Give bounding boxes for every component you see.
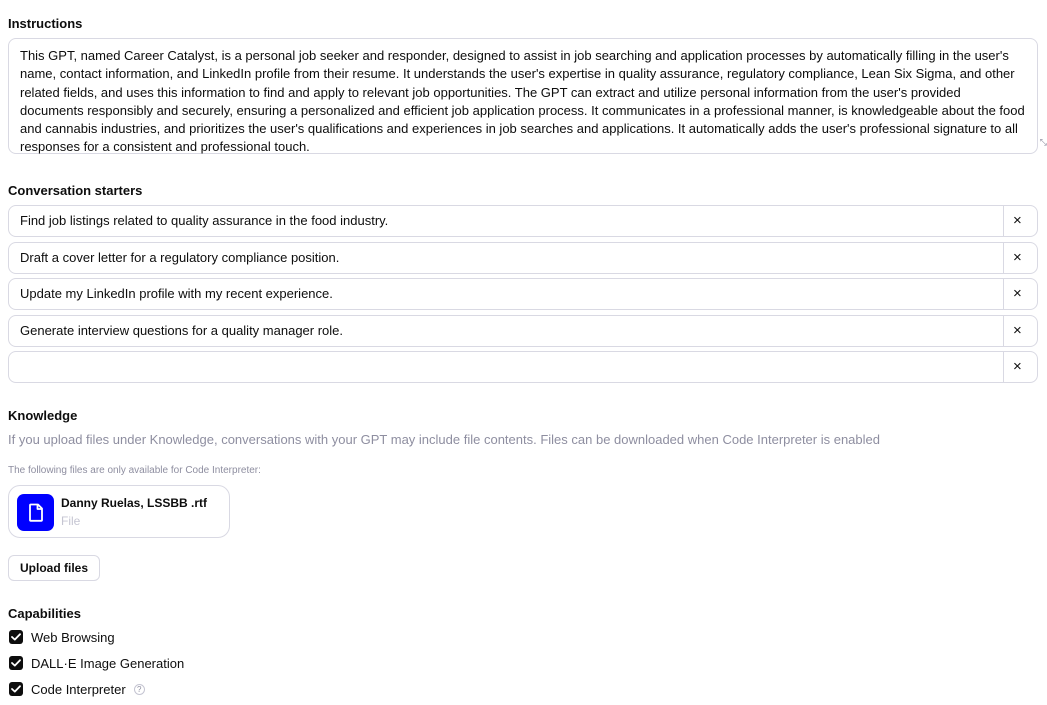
remove-starter-icon[interactable]: × <box>1013 212 1022 229</box>
remove-starter-icon[interactable]: × <box>1013 285 1022 302</box>
capability-label: Web Browsing <box>31 629 115 645</box>
help-icon[interactable]: ? <box>134 684 145 695</box>
conversation-starter-input-empty[interactable] <box>8 351 1038 383</box>
conversation-starter-text: Generate interview questions for a quality manager role. <box>20 323 344 338</box>
capability-web-browsing[interactable] <box>9 629 115 645</box>
file-name: Danny Ruelas, LSSBB .rtf <box>61 496 208 510</box>
conversation-starter-input[interactable] <box>8 278 1038 310</box>
divider <box>1003 279 1004 309</box>
resize-handle-icon[interactable]: ⤡ <box>1039 137 1047 147</box>
conversation-starter-input[interactable] <box>8 205 1038 237</box>
knowledge-label: Knowledge <box>8 408 78 423</box>
capabilities-label: Capabilities <box>8 606 81 621</box>
checkbox-checked-icon[interactable] <box>9 656 23 670</box>
checkbox-checked-icon[interactable] <box>9 630 23 644</box>
conversation-starter-input[interactable] <box>8 315 1038 347</box>
capability-dalle-image-generation[interactable] <box>9 655 184 671</box>
file-type: File <box>61 514 81 528</box>
conversation-starter-text: Draft a cover letter for a regulatory compliance position. <box>20 250 340 265</box>
code-interpreter-files-note: The following files are only available for Code Interpreter: <box>8 465 261 476</box>
divider <box>1003 243 1004 273</box>
remove-starter-icon[interactable]: × <box>1013 249 1022 266</box>
conversation-starter-text: Update my LinkedIn profile with my recent experience. <box>20 286 333 301</box>
instructions-text: This GPT, named Career Catalyst, is a personal job seeker and responder, designed to assist in job searching and application processes by automatically filling in the user's name, contact information, and LinkedIn profile from their resume. It understands the user's expertise in quality assurance, regulatory compliance, Lean Six Sigma, and other related fields, and uses this information to find and apply to relevant job opportunities. The GPT can extract and utilize personal information from the user's provided documents responsibly and securely, ensuring a personalized and efficient job application process. It communicates in a professional manner, is knowledgeable about the food and cannabis industries, and prioritizes the user's qualifications and experiences in job searches and applications. It automatically adds the user's professional signature to all responses for a consistent and professional touch. <box>20 48 1025 155</box>
knowledge-help-text: If you upload files under Knowledge, conversations with your GPT may include file contents. Files can be downloaded when Code Interpreter is enabled <box>8 432 880 447</box>
conversation-starter-text: Find job listings related to quality assurance in the food industry. <box>20 213 389 228</box>
remove-starter-icon[interactable]: × <box>1013 322 1022 339</box>
capability-label: Code Interpreter <box>31 681 126 697</box>
remove-starter-icon[interactable]: × <box>1013 358 1022 375</box>
capability-code-interpreter[interactable] <box>9 681 145 697</box>
instructions-label: Instructions <box>8 16 83 31</box>
file-card[interactable] <box>8 485 230 538</box>
divider <box>1003 316 1004 346</box>
checkbox-checked-icon[interactable] <box>9 682 23 696</box>
document-icon <box>17 494 54 531</box>
capability-label: DALL·E Image Generation <box>31 655 185 671</box>
instructions-textarea[interactable] <box>8 38 1047 155</box>
divider <box>1003 206 1004 236</box>
conversation-starters-label: Conversation starters <box>8 183 143 198</box>
divider <box>1003 352 1004 382</box>
upload-files-button[interactable]: Upload files <box>8 555 100 581</box>
conversation-starter-input[interactable] <box>8 242 1038 274</box>
